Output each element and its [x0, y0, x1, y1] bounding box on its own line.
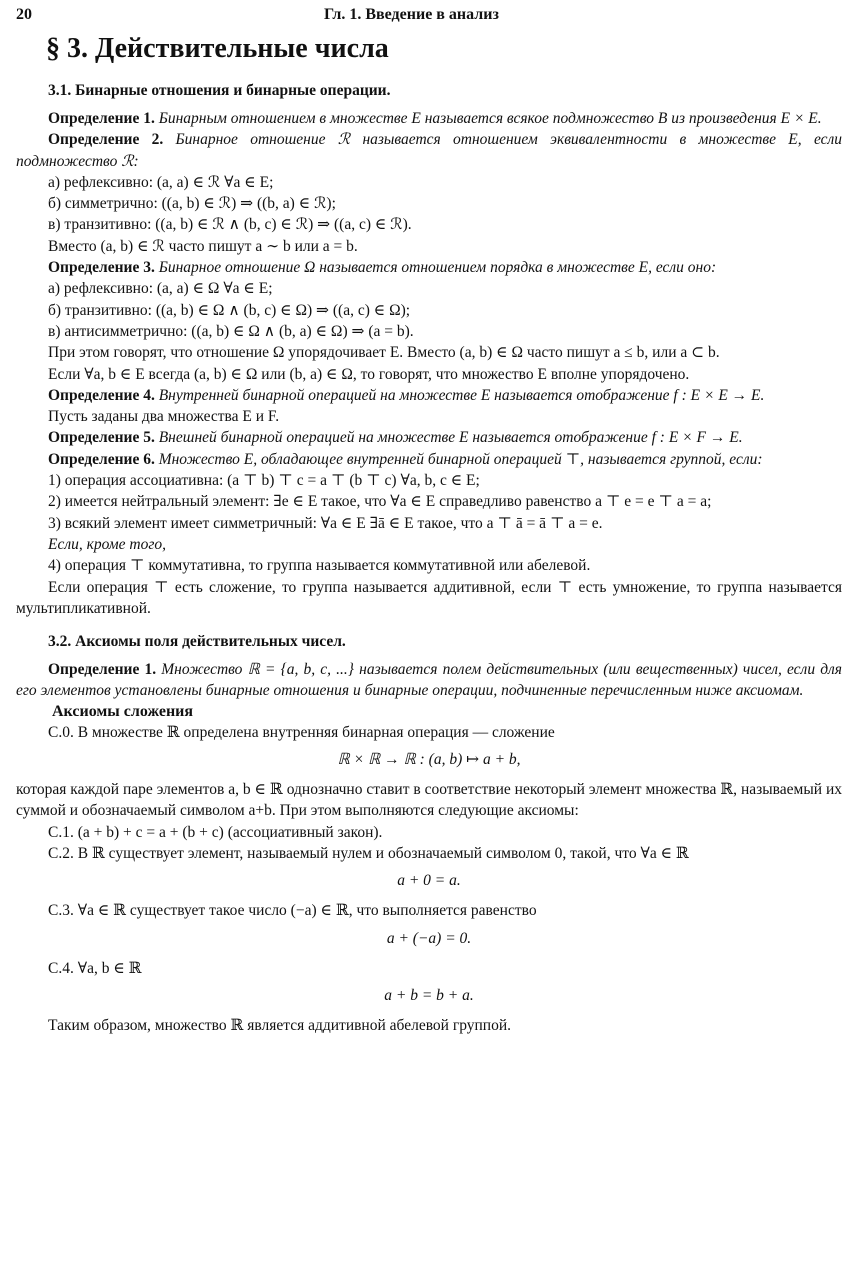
- definition-label: Определение 2.: [48, 131, 164, 149]
- definition-label: Определение 6.: [48, 450, 155, 468]
- note-text: Если операция ⊤ есть сложение, то группа называется аддитивной, если ⊤ есть умножение, то группа называется мультипликативной.: [16, 578, 842, 617]
- axiom-c0: С.0. В множестве ℝ определена внутренняя бинарная операция — сложение: [48, 723, 555, 741]
- definition-label: Определение 1.: [48, 110, 155, 127]
- list-item: 1) операция ассоциативна: (a ⊤ b) ⊤ c = a ⊤ (b ⊤ c) ∀a, b, c ∈ E;: [48, 472, 480, 490]
- axiom-c0-continuation: которая каждой паре элементов a, b ∈ ℝ однозначно ставит в соответствие некоторый элемент множества ℝ, называемый их суммой и обозначаемый символом a+b. При этом выполняются следующие аксиомы:: [16, 781, 842, 820]
- running-header: [16, 4, 842, 28]
- definition-text: Бинарное отношение ℛ называется отношением эквивалентности в множестве E, если подмножество ℛ:: [16, 131, 843, 170]
- axiom-c3: С.3. ∀a ∈ ℝ существует такое число (−a) ∈ ℝ, что выполняется равенство: [48, 902, 537, 920]
- definition-text: Внешней бинарной операцией на множестве E называется отображение f : E × F → E.: [158, 429, 743, 447]
- list-item: а) рефлексивно: (a, a) ∈ Ω ∀a ∈ E;: [48, 280, 273, 298]
- list-item: б) симметрично: ((a, b) ∈ ℛ) ⇒ ((b, a) ∈ ℛ);: [48, 195, 336, 213]
- formula: ℝ × ℝ → ℝ : (a, b) ↦ a + b,: [337, 751, 521, 769]
- conclusion-text: Таким образом, множество ℝ является аддитивной абелевой группой.: [48, 1016, 512, 1034]
- subsection-title-3-1: 3.1. Бинарные отношения и бинарные операции.: [48, 82, 391, 99]
- formula: a + (−a) = 0.: [386, 929, 472, 947]
- axiom-c1: С.1. (a + b) + c = a + (b + c) (ассоциативный закон).: [48, 823, 383, 841]
- definition-label: Определение 3.: [48, 259, 155, 277]
- note-text: Вместо (a, b) ∈ ℛ часто пишут a ∼ b или a = b.: [48, 237, 358, 255]
- book-page: [16, 4, 842, 1036]
- definition-text: Множество E, обладающее внутренней бинарной операцией ⊤, называется группой, если:: [158, 450, 763, 468]
- definition-1: [16, 108, 842, 129]
- definition-6: [16, 449, 842, 470]
- note-text: Если ∀a, b ∈ E всегда (a, b) ∈ Ω или (b, a) ∈ Ω, то говорят, что множество E вполне упорядочено.: [48, 365, 690, 383]
- page-number: 20: [16, 6, 32, 23]
- note-text: Пусть заданы два множества E и F.: [48, 408, 280, 426]
- note-text: Если, кроме того,: [48, 535, 167, 553]
- definition-label: Определение 5.: [48, 429, 155, 447]
- definition-2: [16, 129, 842, 172]
- list-item: б) транзитивно: ((a, b) ∈ Ω ∧ (b, c) ∈ Ω) ⇒ ((a, c) ∈ Ω);: [48, 301, 411, 319]
- list-item: в) транзитивно: ((a, b) ∈ ℛ ∧ (b, c) ∈ ℛ) ⇒ ((a, c) ∈ ℛ).: [48, 216, 412, 234]
- formula: a + b = b + a.: [384, 986, 474, 1004]
- section-title: § 3. Действительные числа: [46, 33, 389, 64]
- list-item: 2) имеется нейтральный элемент: ∃e ∈ E такое, что ∀a ∈ E справедливо равенство a ⊤ e = e ⊤ a = a;: [48, 493, 712, 511]
- definition-text: Внутренней бинарной операцией на множестве E называется отображение f : E × E → E.: [158, 386, 765, 404]
- definition-text: Множество ℝ = {a, b, c, ...} называется полем действительных (или вещественных) чисел, если для его элементов установлены бинарные отношения и бинарные операции, подчиненные перечисленным ниже аксиомам.: [16, 661, 843, 700]
- running-title: Гл. 1. Введение в анализ: [324, 6, 499, 23]
- definition-label: Определение 4.: [48, 386, 155, 404]
- definition-text: Бинарное отношение Ω называется отношением порядка в множестве E, если оно:: [158, 259, 717, 277]
- subsection-title-3-2: 3.2. Аксиомы поля действительных чисел.: [48, 633, 346, 651]
- definition-4: [16, 385, 842, 406]
- axioms-heading: Аксиомы сложения: [52, 702, 194, 720]
- definition-text: Бинарным отношением в множестве E называется всякое подмножество B из произведения E × E.: [158, 110, 822, 127]
- formula: a + 0 = a.: [397, 872, 461, 890]
- list-item: 4) операция ⊤ коммутативна, то группа называется коммутативной или абелевой.: [48, 557, 591, 575]
- definition-label: Определение 1.: [48, 661, 157, 679]
- list-item: а) рефлексивно: (a, a) ∈ ℛ ∀a ∈ E;: [48, 173, 274, 191]
- definition-r: [16, 659, 842, 702]
- definition-5: [16, 427, 842, 448]
- axiom-c4: С.4. ∀a, b ∈ ℝ: [48, 959, 142, 977]
- list-item: 3) всякий элемент имеет симметричный: ∀a ∈ E ∃ā ∈ E такое, что a ⊤ ā = ā ⊤ a = e.: [48, 514, 603, 532]
- note-text: При этом говорят, что отношение Ω упорядочивает E. Вместо (a, b) ∈ Ω часто пишут a ≤ b, или a ⊂ b.: [48, 344, 720, 362]
- axiom-c2: С.2. В ℝ существует элемент, называемый нулем и обозначаемый символом 0, такой, что ∀a ∈ ℝ: [48, 844, 689, 862]
- list-item: в) антисимметрично: ((a, b) ∈ Ω ∧ (b, a) ∈ Ω) ⇒ (a = b).: [48, 322, 414, 340]
- definition-3: [16, 257, 842, 278]
